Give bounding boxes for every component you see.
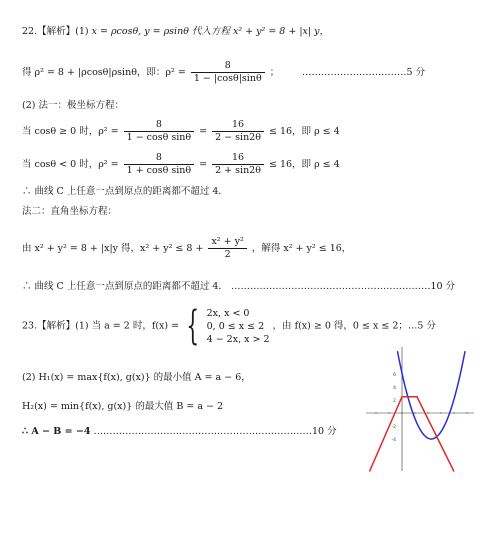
- q22-case2-end: ≤ 16，即 ρ ≤ 4: [268, 159, 340, 170]
- q23-head: 23.【解析】(1) 当 a = 2 时，f(x) =: [22, 320, 180, 332]
- y-tick-label: -2: [391, 425, 396, 430]
- y-tick-label: 2: [393, 399, 396, 404]
- y-tick-label: 6: [393, 373, 396, 378]
- q22-case2-start: 当 cosθ < 0 时，ρ² =: [22, 159, 119, 170]
- q22-case1-frac2: [212, 119, 264, 144]
- q23-line1: [22, 303, 436, 349]
- q22-score10: ………………………………………………………10 分: [230, 281, 456, 292]
- q23-part3: H₂(x) = min{f(x), g(x)} 的最大值 B = a − 2: [22, 401, 224, 412]
- q23-brace: {: [186, 303, 200, 349]
- q22-line2: [22, 60, 279, 85]
- q22-case2-n1: 8: [155, 152, 162, 163]
- q22-conclusion2: ∴ 曲线 C 上任意一点到原点的距离都不超过 4．: [22, 281, 228, 292]
- function-graph: [366, 343, 476, 473]
- q22-score5: ……………………………5 分: [302, 67, 426, 78]
- graph-axes: [366, 347, 474, 471]
- y-tick-label: 4: [393, 386, 396, 391]
- q22-rect: [22, 236, 351, 261]
- q22-line1-expr: x = ρcosθ, y = ρsinθ 代入方程 x² + y² = 8 + |x| y，: [91, 26, 329, 37]
- q22-head: 22.【解析】(1): [22, 26, 89, 37]
- q22-case2-d2: 2 + sin2θ: [212, 164, 264, 177]
- q22-case1-mid: =: [199, 126, 208, 137]
- q22-case2-d1: 1 + cosθ sinθ: [124, 164, 194, 177]
- q22-case2-frac1: [124, 152, 194, 177]
- q22-case2-frac2: [212, 152, 264, 177]
- q22-line2-end: ；: [269, 67, 280, 78]
- q22-conclusion2-row: [22, 281, 455, 293]
- q22-part2-head: (2) 法一：极坐标方程：: [22, 100, 124, 111]
- q22-case1-frac1: [124, 119, 194, 144]
- q22-case1-n1: 8: [155, 119, 162, 130]
- q23-case-c: 4 − 2x, x > 2: [206, 333, 270, 345]
- q22-rect-end: ，解得 x² + y² ≤ 16，: [251, 243, 352, 254]
- q22-rect-num: x² + y²: [211, 236, 244, 247]
- q22-conclusion1: ∴ 曲线 C 上任意一点到原点的距离都不超过 4．: [22, 186, 228, 197]
- q22-rect-den: 2: [208, 248, 246, 261]
- q23-after-cases: ，由 f(x) ≥ 0 得，0 ≤ x ≤ 2；…5 分: [272, 320, 436, 332]
- q22-line2-start: 得 ρ² = 8 + |ρcosθ|ρsinθ，即：ρ² =: [22, 67, 186, 78]
- q22-case1-n2: 16: [231, 119, 245, 130]
- q23-cases: [207, 307, 270, 346]
- q22-method2: 法二：直角坐标方程：: [22, 206, 118, 217]
- q22-case2-mid: =: [199, 159, 208, 170]
- q23-case-b: 0, 0 ≤ x ≤ 2: [206, 320, 265, 332]
- q22-line1: [22, 26, 329, 38]
- q22-rect-start: 由 x² + y² = 8 + |x|y 得，x² + y² ≤ 8 +: [22, 243, 204, 254]
- q22-case2: [22, 152, 340, 177]
- y-tick-label: -4: [391, 438, 396, 443]
- q23-result-row: [22, 426, 337, 438]
- q22-case1: [22, 119, 340, 144]
- q22-line2-num: 8: [224, 60, 231, 71]
- q23-part2: (2) H₁(x) = max{f(x), g(x)} 的最小值 A = a − 6，: [22, 372, 251, 383]
- q23-result: ∴ A − B = −4: [22, 426, 91, 437]
- q22-line2-den: 1 − |cosθ|sinθ: [191, 72, 265, 85]
- q22-case1-d2: 2 − sin2θ: [212, 131, 264, 144]
- q23-score10: ……………………………………………………………10 分: [93, 426, 337, 437]
- q22-case1-start: 当 cosθ ≥ 0 时，ρ² =: [22, 126, 119, 137]
- q22-line2-fraction: [191, 60, 265, 85]
- q22-case1-d1: 1 − cosθ sinθ: [124, 131, 194, 144]
- q22-case2-n2: 16: [231, 152, 245, 163]
- q22-case1-end: ≤ 16，即 ρ ≤ 4: [268, 126, 340, 137]
- q23-case-a: 2x, x < 0: [206, 307, 250, 319]
- q22-rect-fraction: [208, 236, 246, 261]
